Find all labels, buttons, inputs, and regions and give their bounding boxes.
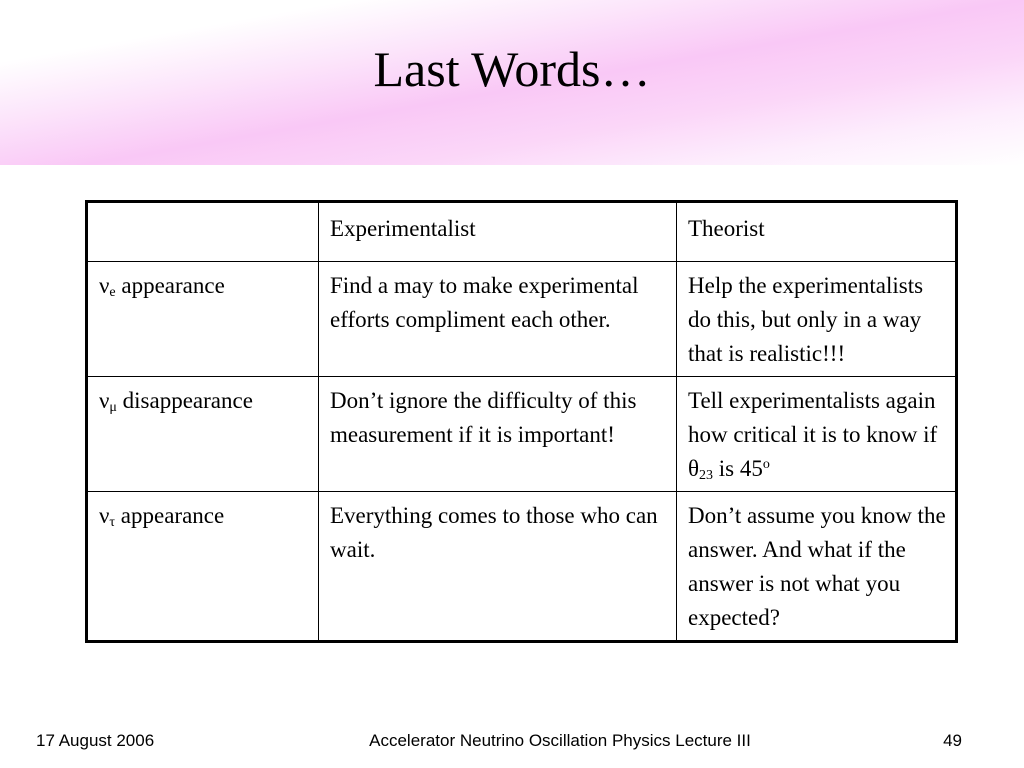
theorist-text-cont: is 45 — [713, 456, 763, 481]
comparison-table — [85, 200, 958, 643]
table-row — [87, 377, 957, 492]
header-cell-theorist: Theorist — [677, 202, 957, 262]
theorist-cell: Don’t assume you know the answer. And what if the answer is not what you expected? — [677, 492, 957, 642]
table-header-row — [87, 202, 957, 262]
flavor-subscript: τ — [109, 515, 116, 530]
row-label-nue-appearance — [87, 262, 319, 377]
nu-symbol: ν — [99, 503, 110, 528]
header-cell-experimentalist: Experimentalist — [319, 202, 677, 262]
row-label-text: appearance — [115, 273, 225, 298]
experimentalist-cell: Everything comes to those who can wait. — [319, 492, 677, 642]
slide-title: Last Words… — [373, 41, 651, 97]
flavor-subscript: μ — [109, 400, 117, 415]
header-cell-empty — [87, 202, 319, 262]
footer-date: 17 August 2006 — [36, 731, 155, 750]
nu-symbol: ν — [99, 388, 110, 413]
row-label-text: disappearance — [116, 388, 253, 413]
theorist-cell — [677, 377, 957, 492]
table-row — [87, 492, 957, 642]
theorist-text: Tell experimentalists again how critical it is to know if θ — [688, 388, 938, 481]
experimentalist-cell: Don’t ignore the difficulty of this measurement if it is important! — [319, 377, 677, 492]
degree-superscript: o — [762, 457, 770, 472]
experimentalist-cell: Find a may to make experimental efforts compliment each other. — [319, 262, 677, 377]
theta-subscript: 23 — [699, 468, 714, 483]
page-number: 49 — [943, 731, 962, 750]
nu-symbol: ν — [99, 273, 110, 298]
row-label-numu-disappearance — [87, 377, 319, 492]
footer-course-title: Accelerator Neutrino Oscillation Physics Lecture III — [369, 731, 751, 750]
flavor-subscript: e — [109, 285, 116, 300]
theorist-cell: Help the experimentalists do this, but only in a way that is realistic!!! — [677, 262, 957, 377]
row-label-text: appearance — [115, 503, 225, 528]
table-row — [87, 262, 957, 377]
row-label-nutau-appearance — [87, 492, 319, 642]
